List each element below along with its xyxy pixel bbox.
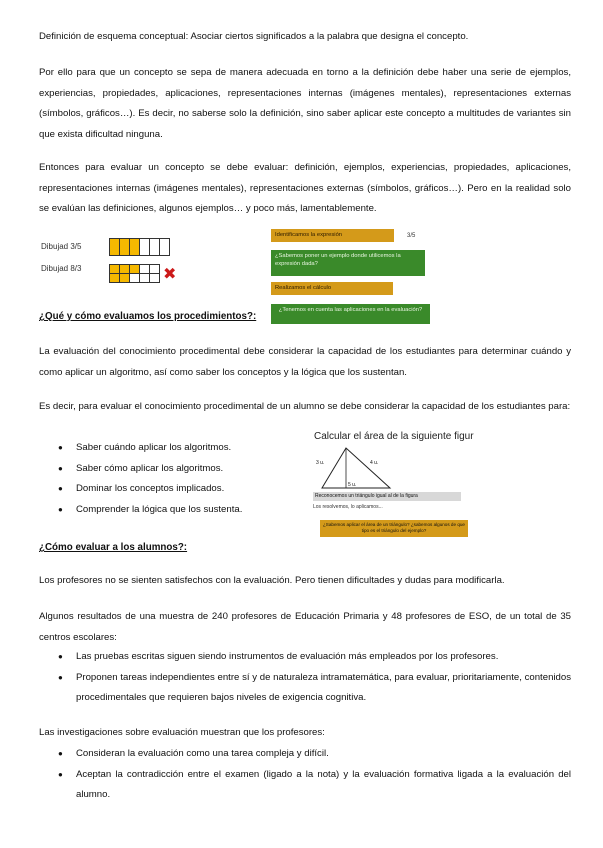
research-list [39,744,571,806]
paragraph-procedural-knowledge: La evaluación del conocimiento procedimental debe considerar la capacidad de los estudiantes para determinar cuándo y como aplicar un algoritmo, así como saber los conceptos y la lógica que los sustentan. [39,346,571,378]
paragraph-research: Las investigaciones sobre evaluación muestran que los profesores: [39,727,325,738]
paragraph-evaluate-procedural: Es decir, para evaluar el conocimiento procedimental de un alumno se debe considerar la capacidad de los estudiantes para: [39,401,571,412]
step-example-box: ¿Sabemos poner un ejemplo donde utilicemos la expresión dada? [271,250,425,276]
bullet-icon: ● [58,504,63,514]
list-item: ● Consideran la evaluación como una tarea compleja y difícil. [39,744,571,765]
list-item: ● Dominar los conceptos implicados. [39,479,289,500]
step-calculate-box: Realizamos el cálculo [271,282,393,295]
bullet-icon: ● [58,443,63,452]
paragraph-sample-results: Algunos resultados de una muestra de 240 profesores de Educación Primaria y 48 profesores de ESO, de un total de 35 centros escolares: [39,611,571,643]
bullet-icon: ● [58,749,63,758]
bullet-icon: ● [58,672,63,682]
list-item: ● Proponen tareas independientes entre sí y de naturaleza intramatemática, para evaluar, prioritariamente, contenidos procedimentales que requieren bajos niveles de exigencia cognitiva. [39,668,571,709]
list-item: ● Comprender la lógica que los sustenta. [39,500,289,521]
bullet-icon: ● [58,769,63,779]
wrong-cross-icon: ✖ [163,266,177,283]
list-item: ● Saber cuándo aplicar los algoritmos. [39,438,289,459]
triangle-base: 5 u. [348,482,357,488]
bullet-icon: ● [58,463,63,473]
paragraph-concept-examples: Por ello para que un concepto se sepa de manera adecuada en torno a la definición debe haber una serie de ejemplos, experiencias, propiedades, aplicaciones, representaciones internas (imágenes mentales), representaciones externas (símbolos, gráficos…). Es decir, no saberse solo la definición, sino saber aplicar este concepto a multitudes de variantes sin que exista dificultad ninguna. [39,67,571,140]
step-identify-box: Identificamos la expresión [271,229,394,242]
heading-procedures: ¿Qué y cómo evaluamos los procedimientos?: [39,311,257,322]
step-applications-box: ¿Tenemos en cuenta las aplicaciones en la evaluación? [271,304,430,324]
bullet-icon: ● [58,652,63,661]
fraction-label-3-5: Dibujad 3/5 [41,242,82,251]
triangle-side-right: 4 u. [370,460,379,466]
bullet-icon: ● [58,484,63,493]
results-list [39,647,571,709]
paragraph-evaluate-concept: Entonces para evaluar un concepto se debe evaluar: definición, ejemplos, experiencias, propiedades, aplicaciones, representaciones internas (imágenes mentales), representaciones externas (símbolos, gráficos…). Pero en la realidad solo se evalúan las definiciones, algunos ejemplos… y poco más, lamentablemente. [39,162,571,214]
triangle-recognize-box: Reconocemos un triángulo igual al de la figura [313,492,461,501]
paragraph-definition: Definición de esquema conceptual: Asociar ciertos significados a la palabra que designa el concepto. [39,31,469,42]
triangle-question-box: ¿Sabemos aplicar el área de un triángulo? ¿sabemos algunos de que tipo es el triángulo del ejemplo? [320,520,468,537]
list-item: ● Saber cómo aplicar los algoritmos. [39,459,289,480]
fraction-label-8-3: Dibujad 8/3 [41,264,82,273]
heading-evaluate-students: ¿Cómo evaluar a los alumnos?: [39,542,188,553]
capacities-list [39,438,289,520]
fraction-mini: 3/5 [407,233,416,239]
triangle-side-left: 3 u. [316,460,325,466]
triangle-diagram [308,442,473,492]
triangle-resolve-text: Los resolvemos, lo aplicamos... [313,504,383,510]
list-item: ● Aceptan la contradicción entre el examen (ligado a la nota) y la evaluación formativa ligada a la evaluación del alumno. [39,765,571,806]
paragraph-teachers-unsatisfied: Los profesores no se sienten satisfechos con la evaluación. Pero tienen dificultades y dudas para modificarla. [39,575,505,586]
triangle-area-figure [308,428,478,540]
list-item: ● Las pruebas escritas siguen siendo instrumentos de evaluación más empleados por los profesores. [39,647,571,668]
triangle-title: Calcular el área de la siguiente figur [314,431,474,442]
